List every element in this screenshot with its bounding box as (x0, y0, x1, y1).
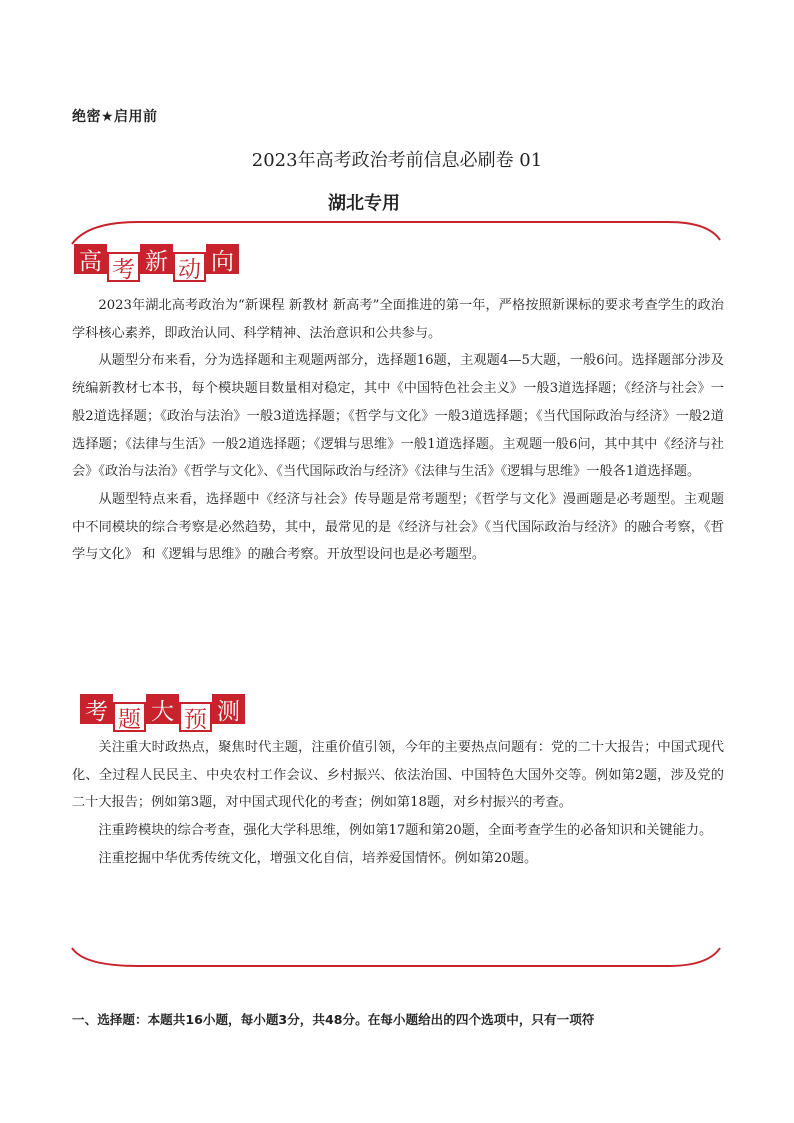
paragraph: 注重跨模块的综合考查，强化大学科思维，例如第17题和第20题，全面考查学生的必备知识和关键能力。 (98, 823, 713, 839)
section1-banner (74, 244, 239, 282)
paragraph: 从题型分布来看，分为选择题和主观题两部分，选择题16题，主观题4—5大题，一般6问。选择题部分涉及统编新教材七本书，每个模块题目数量相对稳定，其中《中国特色社会主义》一般3道选择题；《经济与社会》一般2道选择题；《政治与法治》一般3道选择题；《哲学与文化》一般3道选择题；《当代国际政治与经济》一般2道选择题；《法律与生活》一般2道选择题；《逻辑与思维》一般1道选择题。主观题一般6问，其中其中《经济与社会》《政治与法治》《哲学与文化》、《当代国际政治与经济》《法律与生活》《逻辑与思维》一般各1道选择题。 (72, 353, 724, 480)
banner-char: 测 (212, 694, 245, 724)
page-title: 2023年高考政治考前信息必刷卷 01 (251, 150, 543, 171)
section1-body (72, 292, 724, 569)
banner-char: 考 (80, 694, 113, 724)
banner-char: 动 (173, 252, 206, 282)
banner-char: 大 (146, 694, 179, 724)
paragraph: 注重挖掘中华优秀传统文化，增强文化自信，培养爱国情怀。例如第20题。 (98, 850, 538, 866)
banner-char: 题 (113, 702, 146, 732)
paragraph: 关注重大时政热点，聚焦时代主题，注重价值引领，今年的主要热点问题有：党的二十大报告；中国式现代化、全过程人民民主、中央农村工作会议、乡村振兴、依法治国、中国特色大国外交等。例如第2题，涉及党的二十大报告；例如第3题，对中国式现代化的考查；例如第18题，对乡村振兴的考查。 (72, 740, 724, 811)
frame-bottom-curve (68, 944, 728, 974)
banner-char: 向 (206, 244, 239, 274)
banner-char: 高 (74, 244, 107, 274)
page-subtitle: 湖北专用 (328, 193, 400, 214)
question-section-intro: 一、选择题：本题共16小题，每小题3分，共48分。在每小题给出的四个选项中，只有一项符 (72, 1012, 595, 1027)
banner-char: 考 (107, 252, 140, 282)
paragraph: 从题型特点来看，选择题中《经济与社会》传导题是常考题型；《哲学与文化》漫画题是必考题型。主观题中不同模块的综合考察是必然趋势，其中，最常见的是《经济与社会》《当代国际政治与经济》的融合考察，《哲学与文化》 和《逻辑与思维》的融合考察。开放型设问也是必考题型。 (72, 491, 724, 563)
section2-body (72, 734, 724, 873)
banner-char: 新 (140, 244, 173, 274)
paragraph: 2023年湖北高考政治为“新课程 新教材 新高考”全面推进的第一年，严格按照新课标的要求考查学生的政治学科核心素养，即政治认同、科学精神、法治意识和公共参与。 (72, 298, 724, 341)
section2-banner (80, 694, 245, 732)
confidential-label: 绝密★启用前 (72, 109, 158, 125)
banner-char: 预 (179, 702, 212, 732)
